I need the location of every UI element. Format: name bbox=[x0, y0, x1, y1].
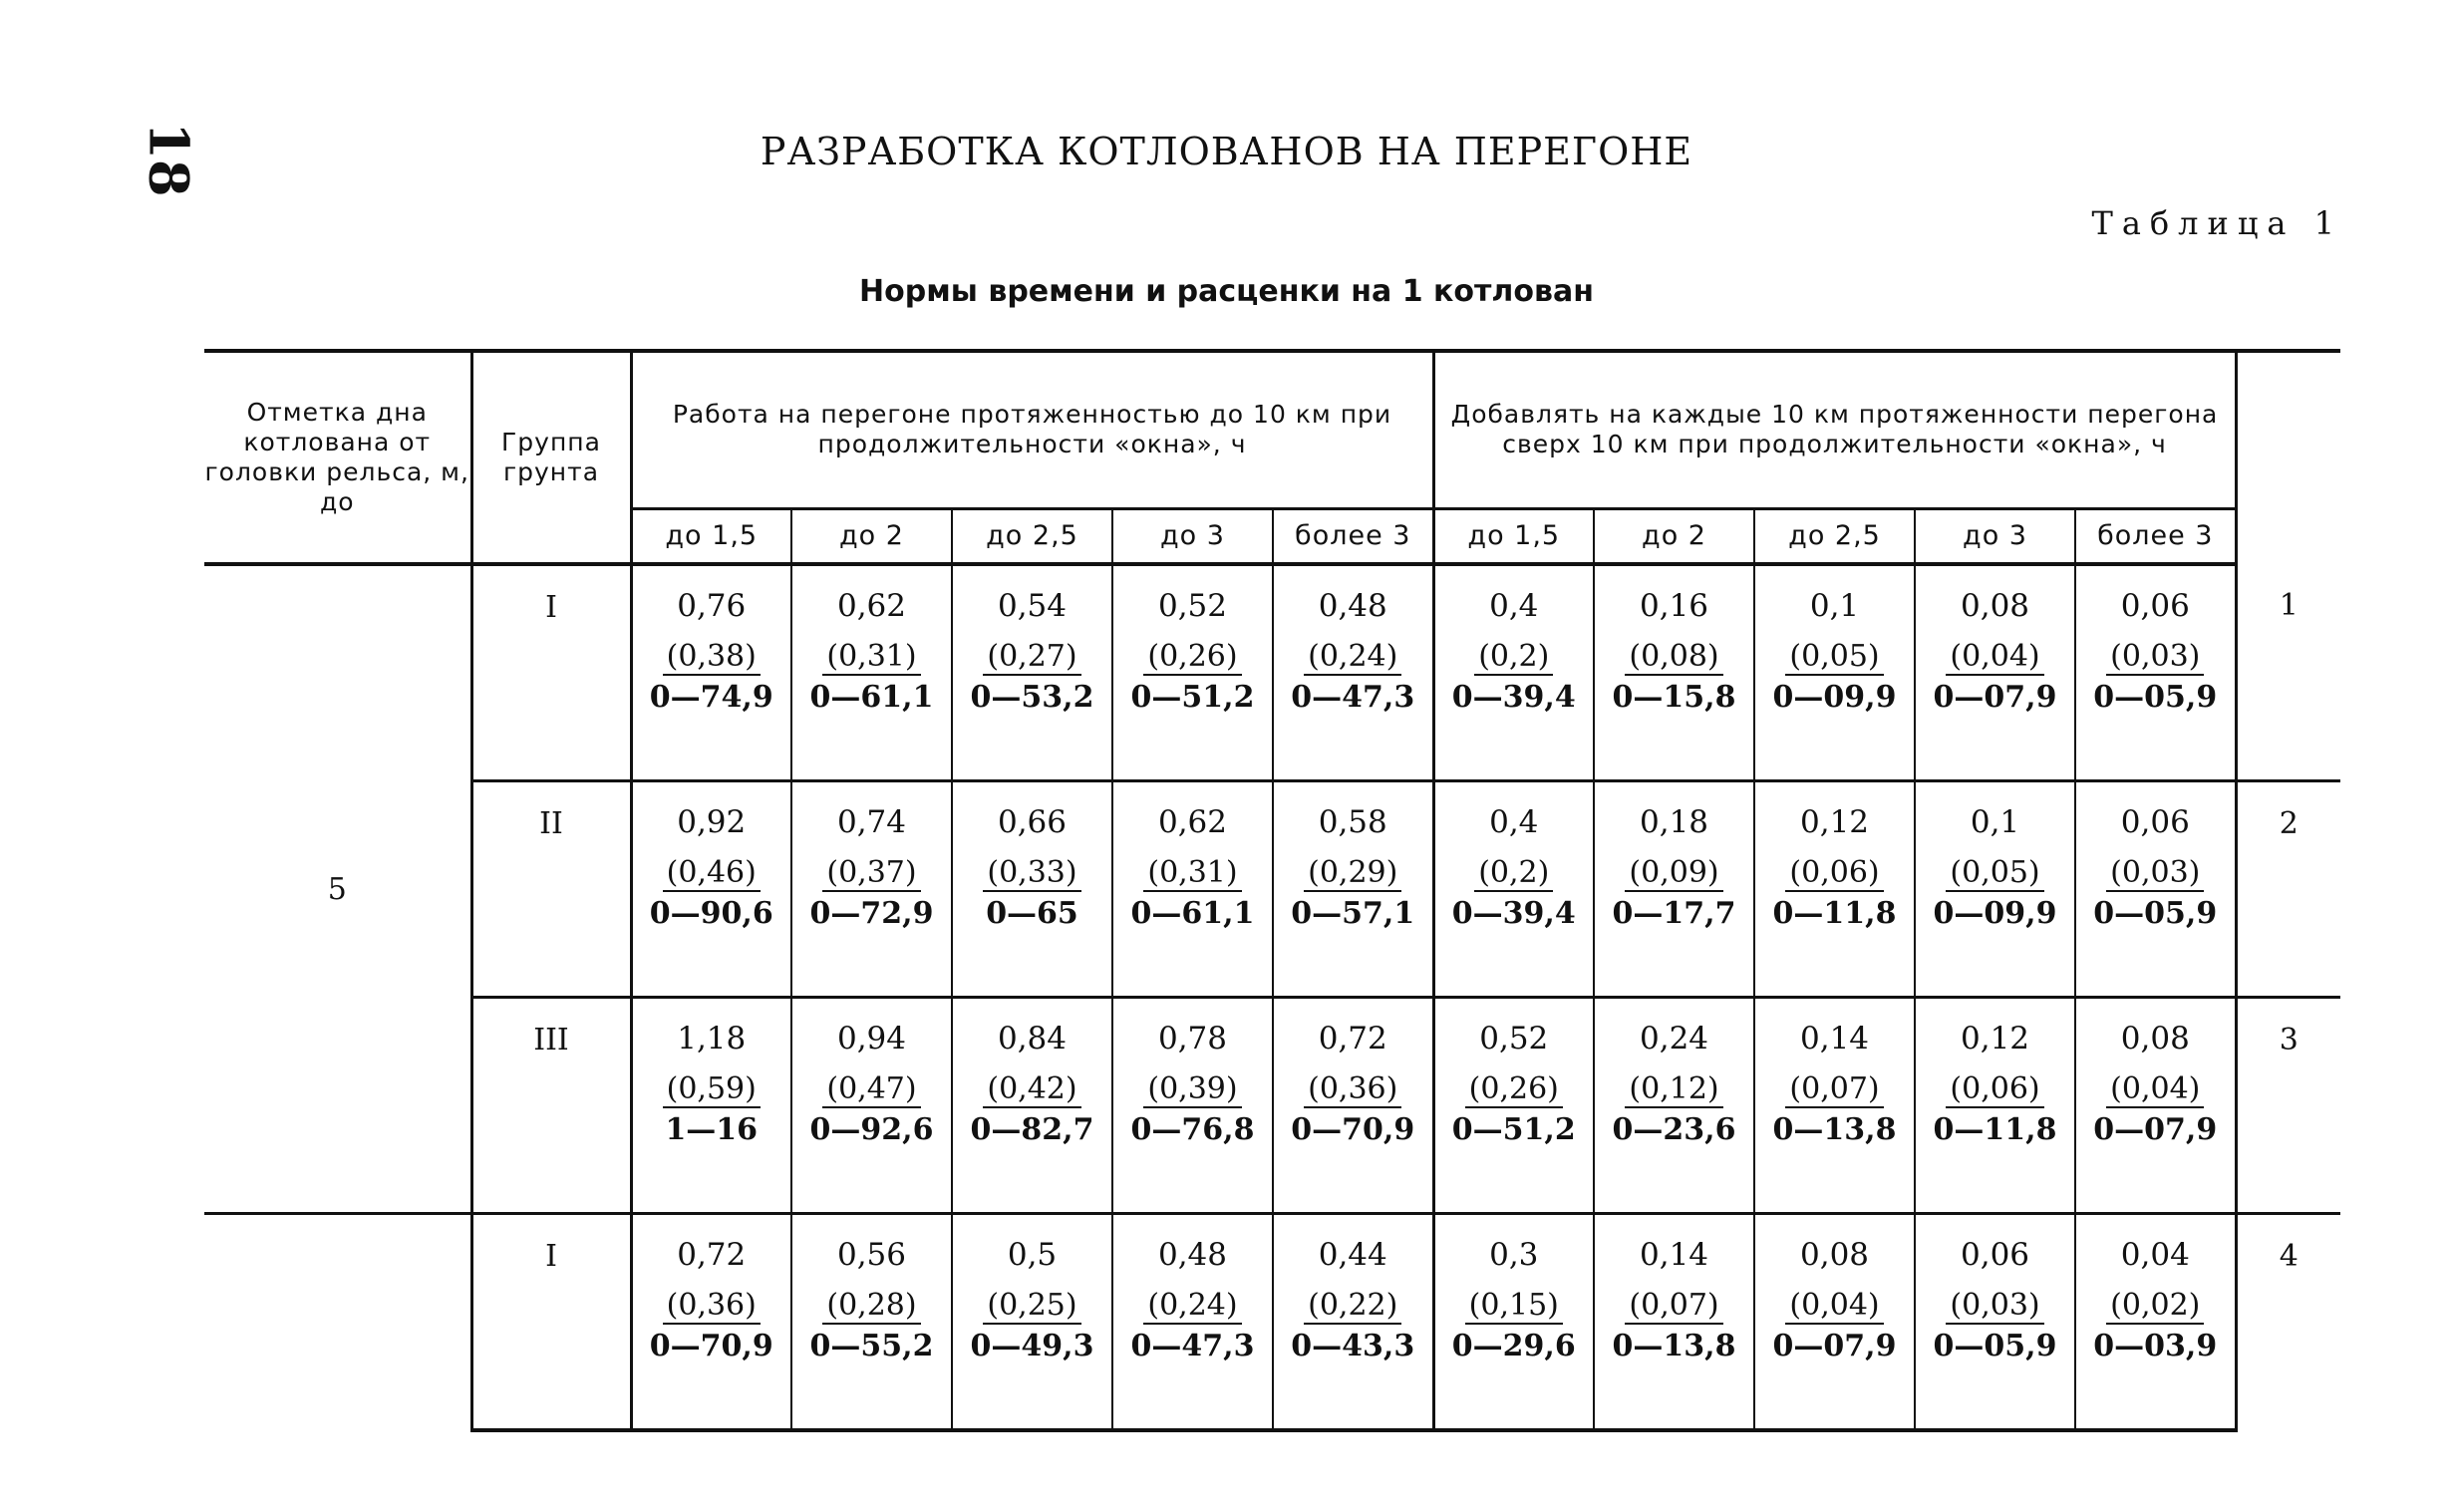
time-norm: 0,92 bbox=[677, 804, 747, 840]
time-norm: 0,94 bbox=[836, 1021, 907, 1057]
subheader-window: до 3 bbox=[1915, 508, 2075, 564]
time-norm: 0,08 bbox=[2120, 1021, 2190, 1057]
time-norm: 0,62 bbox=[1157, 804, 1228, 840]
rate-value: 0—55,2 bbox=[809, 1329, 934, 1363]
norm-cell bbox=[952, 781, 1112, 998]
soil-group-cell: III bbox=[471, 998, 631, 1214]
norm-cell bbox=[631, 998, 791, 1214]
header-add-section: Добавлять на каждые 10 км протяженности перегона сверх 10 км при продолжительности «окна», ч bbox=[1433, 351, 2236, 508]
soil-group-cell: I bbox=[471, 1214, 631, 1431]
norm-cell bbox=[1433, 998, 1594, 1214]
rate-value: 0—17,7 bbox=[1612, 896, 1736, 931]
norm-cell bbox=[952, 998, 1112, 1214]
time-norm: 0,44 bbox=[1318, 1237, 1387, 1273]
time-norm: 0,52 bbox=[1479, 1021, 1549, 1057]
norm-cell bbox=[1594, 998, 1754, 1214]
time-norm: 0,04 bbox=[2120, 1237, 2190, 1273]
time-norm: 1,18 bbox=[677, 1021, 747, 1057]
norms-table bbox=[204, 349, 2340, 1432]
rate-value: 0—49,3 bbox=[970, 1329, 1094, 1363]
table-row bbox=[204, 564, 2340, 781]
window-time-norm: (0,29) bbox=[1304, 856, 1401, 892]
header-work-section: Работа на перегоне протяженностью до 10 км при продолжительности «окна», ч bbox=[631, 351, 1433, 508]
window-time-norm: (0,05) bbox=[1785, 640, 1883, 676]
norm-cell bbox=[1594, 781, 1754, 998]
time-norm: 0,78 bbox=[1157, 1021, 1228, 1057]
window-time-norm: (0,26) bbox=[1143, 640, 1241, 676]
norm-cell bbox=[631, 1214, 791, 1431]
norm-cell bbox=[1273, 998, 1433, 1214]
table-label: Таблица 1 bbox=[2091, 204, 2343, 242]
rate-value: 0—05,9 bbox=[1933, 1329, 2057, 1363]
subheader-window: до 1,5 bbox=[1433, 508, 1594, 564]
time-norm: 0,4 bbox=[1489, 804, 1539, 840]
rate-value: 0—43,3 bbox=[1291, 1329, 1415, 1363]
subheader-window: до 2,5 bbox=[1754, 508, 1915, 564]
rate-value: 0—11,8 bbox=[1772, 896, 1897, 931]
rate-value: 0—74,9 bbox=[649, 680, 773, 715]
header-bottom-mark: Отметка дна котлована от головки рельса, м, до bbox=[204, 351, 471, 564]
rate-value: 0—05,9 bbox=[2093, 896, 2218, 931]
window-time-norm: (0,03) bbox=[1946, 1289, 2043, 1325]
rate-value: 0—23,6 bbox=[1612, 1112, 1736, 1147]
window-time-norm: (0,31) bbox=[1143, 856, 1241, 892]
rate-value: 0—72,9 bbox=[809, 896, 934, 931]
bottom-mark-cell: 5 bbox=[327, 871, 347, 907]
rate-value: 0—29,6 bbox=[1451, 1329, 1576, 1363]
window-time-norm: (0,39) bbox=[1143, 1072, 1241, 1108]
rate-value: 0—92,6 bbox=[809, 1112, 934, 1147]
rate-value: 0—13,8 bbox=[1612, 1329, 1736, 1363]
time-norm: 0,48 bbox=[1318, 588, 1387, 624]
time-norm: 0,1 bbox=[1809, 588, 1860, 624]
time-norm: 0,74 bbox=[836, 804, 907, 840]
window-time-norm: (0,38) bbox=[663, 640, 761, 676]
row-number: 4 bbox=[2236, 1214, 2340, 1431]
table-row bbox=[204, 998, 2340, 1214]
rate-value: 0—07,9 bbox=[2093, 1112, 2218, 1147]
time-norm: 0,08 bbox=[1961, 588, 2030, 624]
window-time-norm: (0,07) bbox=[1785, 1072, 1883, 1108]
norm-cell bbox=[1754, 564, 1915, 781]
time-norm: 0,48 bbox=[1157, 1237, 1228, 1273]
time-norm: 0,06 bbox=[2120, 588, 2190, 624]
row-number: 1 bbox=[2279, 588, 2299, 623]
window-time-norm: (0,26) bbox=[1465, 1072, 1563, 1108]
time-norm: 0,84 bbox=[997, 1021, 1068, 1057]
norm-cell bbox=[791, 781, 952, 998]
norm-cell bbox=[2075, 1214, 2236, 1431]
header-row-number bbox=[2236, 351, 2340, 564]
window-time-norm: (0,36) bbox=[663, 1289, 761, 1325]
rate-value: 0—70,9 bbox=[649, 1329, 773, 1363]
norm-cell bbox=[791, 1214, 952, 1431]
window-time-norm: (0,03) bbox=[2106, 640, 2204, 676]
window-time-norm: (0,05) bbox=[1946, 856, 2043, 892]
norm-cell bbox=[1915, 781, 2075, 998]
time-norm: 0,14 bbox=[1640, 1237, 1709, 1273]
rate-value: 0—51,2 bbox=[1130, 680, 1255, 715]
rate-value: 0—57,1 bbox=[1291, 896, 1415, 931]
rate-value: 0—13,8 bbox=[1772, 1112, 1897, 1147]
window-time-norm: (0,08) bbox=[1625, 640, 1722, 676]
norm-cell bbox=[631, 781, 791, 998]
window-time-norm: (0,12) bbox=[1625, 1072, 1722, 1108]
norm-cell bbox=[952, 1214, 1112, 1431]
norm-cell bbox=[1273, 564, 1433, 781]
norm-cell bbox=[791, 998, 952, 1214]
time-norm: 0,66 bbox=[997, 804, 1068, 840]
soil-group-cell: II bbox=[471, 781, 631, 998]
norm-cell bbox=[1273, 781, 1433, 998]
time-norm: 0,5 bbox=[1007, 1237, 1058, 1273]
rate-value: 0—39,4 bbox=[1451, 896, 1576, 931]
rate-value: 0—07,9 bbox=[1772, 1329, 1897, 1363]
window-time-norm: (0,47) bbox=[822, 1072, 920, 1108]
window-time-norm: (0,24) bbox=[1143, 1289, 1241, 1325]
rate-value: 0—61,1 bbox=[1130, 896, 1255, 931]
window-time-norm: (0,46) bbox=[663, 856, 761, 892]
time-norm: 0,12 bbox=[1800, 804, 1870, 840]
rate-value: 0—82,7 bbox=[970, 1112, 1094, 1147]
subheader-window: до 1,5 bbox=[631, 508, 791, 564]
rate-value: 0—90,6 bbox=[649, 896, 773, 931]
time-norm: 0,08 bbox=[1800, 1237, 1870, 1273]
window-time-norm: (0,02) bbox=[2106, 1289, 2204, 1325]
norm-cell bbox=[2075, 998, 2236, 1214]
rate-value: 1—16 bbox=[665, 1112, 759, 1147]
window-time-norm: (0,07) bbox=[1625, 1289, 1722, 1325]
time-norm: 0,06 bbox=[2120, 804, 2190, 840]
norm-cell bbox=[631, 564, 791, 781]
header-soil-group: Группа грунта bbox=[471, 351, 631, 564]
rate-value: 0—47,3 bbox=[1130, 1329, 1255, 1363]
rate-value: 0—51,2 bbox=[1451, 1112, 1576, 1147]
table-row bbox=[204, 781, 2340, 998]
window-time-norm: (0,2) bbox=[1474, 640, 1553, 676]
window-time-norm: (0,36) bbox=[1304, 1072, 1401, 1108]
time-norm: 0,76 bbox=[677, 588, 747, 624]
norm-cell bbox=[1112, 564, 1273, 781]
norm-cell bbox=[1754, 998, 1915, 1214]
row-number: 2 bbox=[2236, 781, 2340, 998]
subheader-window: более 3 bbox=[2075, 508, 2236, 564]
window-time-norm: (0,28) bbox=[822, 1289, 920, 1325]
rate-value: 0—47,3 bbox=[1291, 680, 1415, 715]
page-title: РАЗРАБОТКА КОТЛОВАНОВ НА ПЕРЕГОНЕ bbox=[760, 130, 1693, 173]
rate-value: 0—05,9 bbox=[2093, 680, 2218, 715]
rate-value: 0—09,9 bbox=[1933, 896, 2057, 931]
rate-value: 0—61,1 bbox=[809, 680, 934, 715]
time-norm: 0,12 bbox=[1961, 1021, 2030, 1057]
window-time-norm: (0,27) bbox=[983, 640, 1080, 676]
norm-cell bbox=[1112, 1214, 1273, 1431]
rate-value: 0—07,9 bbox=[1933, 680, 2057, 715]
window-time-norm: (0,33) bbox=[983, 856, 1080, 892]
time-norm: 0,24 bbox=[1640, 1021, 1709, 1057]
time-norm: 0,16 bbox=[1640, 588, 1709, 624]
time-norm: 0,18 bbox=[1640, 804, 1709, 840]
time-norm: 0,3 bbox=[1489, 1237, 1539, 1273]
table-caption: Нормы времени и расценки на 1 котлован bbox=[859, 274, 1594, 309]
subheader-window: до 2 bbox=[791, 508, 952, 564]
norm-cell bbox=[1915, 564, 2075, 781]
time-norm: 0,54 bbox=[997, 588, 1068, 624]
window-time-norm: (0,2) bbox=[1474, 856, 1553, 892]
rate-value: 0—70,9 bbox=[1291, 1112, 1415, 1147]
subheader-window: до 2,5 bbox=[952, 508, 1112, 564]
norm-cell bbox=[2075, 781, 2236, 998]
norm-cell bbox=[2075, 564, 2236, 781]
table-row bbox=[204, 1214, 2340, 1431]
time-norm: 0,56 bbox=[836, 1237, 907, 1273]
time-norm: 0,1 bbox=[1970, 804, 2020, 840]
window-time-norm: (0,06) bbox=[1785, 856, 1883, 892]
window-time-norm: (0,06) bbox=[1946, 1072, 2043, 1108]
subheader-window: более 3 bbox=[1273, 508, 1433, 564]
subheader-window: до 3 bbox=[1112, 508, 1273, 564]
norm-cell bbox=[1112, 998, 1273, 1214]
rate-value: 0—53,2 bbox=[970, 680, 1094, 715]
norm-cell bbox=[791, 564, 952, 781]
table-body bbox=[204, 564, 2340, 1430]
window-time-norm: (0,04) bbox=[1785, 1289, 1883, 1325]
norm-cell bbox=[1594, 564, 1754, 781]
page-number: 18 bbox=[137, 122, 201, 197]
norm-cell bbox=[1915, 1214, 2075, 1431]
time-norm: 0,72 bbox=[677, 1237, 747, 1273]
norm-cell bbox=[1754, 781, 1915, 998]
norm-cell bbox=[1273, 1214, 1433, 1431]
norm-cell bbox=[1915, 998, 2075, 1214]
window-time-norm: (0,24) bbox=[1304, 640, 1401, 676]
norm-cell bbox=[1594, 1214, 1754, 1431]
window-time-norm: (0,59) bbox=[663, 1072, 761, 1108]
time-norm: 0,62 bbox=[836, 588, 907, 624]
norm-cell bbox=[1433, 564, 1594, 781]
time-norm: 0,06 bbox=[1961, 1237, 2030, 1273]
window-time-norm: (0,15) bbox=[1465, 1289, 1563, 1325]
time-norm: 0,58 bbox=[1318, 804, 1387, 840]
window-time-norm: (0,42) bbox=[983, 1072, 1080, 1108]
window-time-norm: (0,22) bbox=[1304, 1289, 1401, 1325]
window-time-norm: (0,03) bbox=[2106, 856, 2204, 892]
rate-value: 0—03,9 bbox=[2093, 1329, 2218, 1363]
window-time-norm: (0,09) bbox=[1625, 856, 1722, 892]
soil-group-cell: I bbox=[471, 564, 631, 781]
window-time-norm: (0,37) bbox=[822, 856, 920, 892]
window-time-norm: (0,04) bbox=[2106, 1072, 2204, 1108]
time-norm: 0,14 bbox=[1800, 1021, 1870, 1057]
norm-cell bbox=[1433, 781, 1594, 998]
norm-cell bbox=[1433, 1214, 1594, 1431]
window-time-norm: (0,04) bbox=[1946, 640, 2043, 676]
rate-value: 0—76,8 bbox=[1130, 1112, 1255, 1147]
window-time-norm: (0,25) bbox=[983, 1289, 1080, 1325]
rate-value: 0—15,8 bbox=[1612, 680, 1736, 715]
bottom-mark-cell bbox=[204, 1214, 471, 1431]
rate-value: 0—39,4 bbox=[1451, 680, 1576, 715]
norm-cell bbox=[952, 564, 1112, 781]
time-norm: 0,52 bbox=[1157, 588, 1228, 624]
window-time-norm: (0,31) bbox=[822, 640, 920, 676]
rate-value: 0—09,9 bbox=[1772, 680, 1897, 715]
time-norm: 0,4 bbox=[1489, 588, 1539, 624]
row-number: 3 bbox=[2236, 998, 2340, 1214]
subheader-window: до 2 bbox=[1594, 508, 1754, 564]
norm-cell bbox=[1754, 1214, 1915, 1431]
rate-value: 0—11,8 bbox=[1933, 1112, 2057, 1147]
time-norm: 0,72 bbox=[1318, 1021, 1387, 1057]
norm-cell bbox=[1112, 781, 1273, 998]
rate-value: 0—65 bbox=[986, 896, 1078, 931]
